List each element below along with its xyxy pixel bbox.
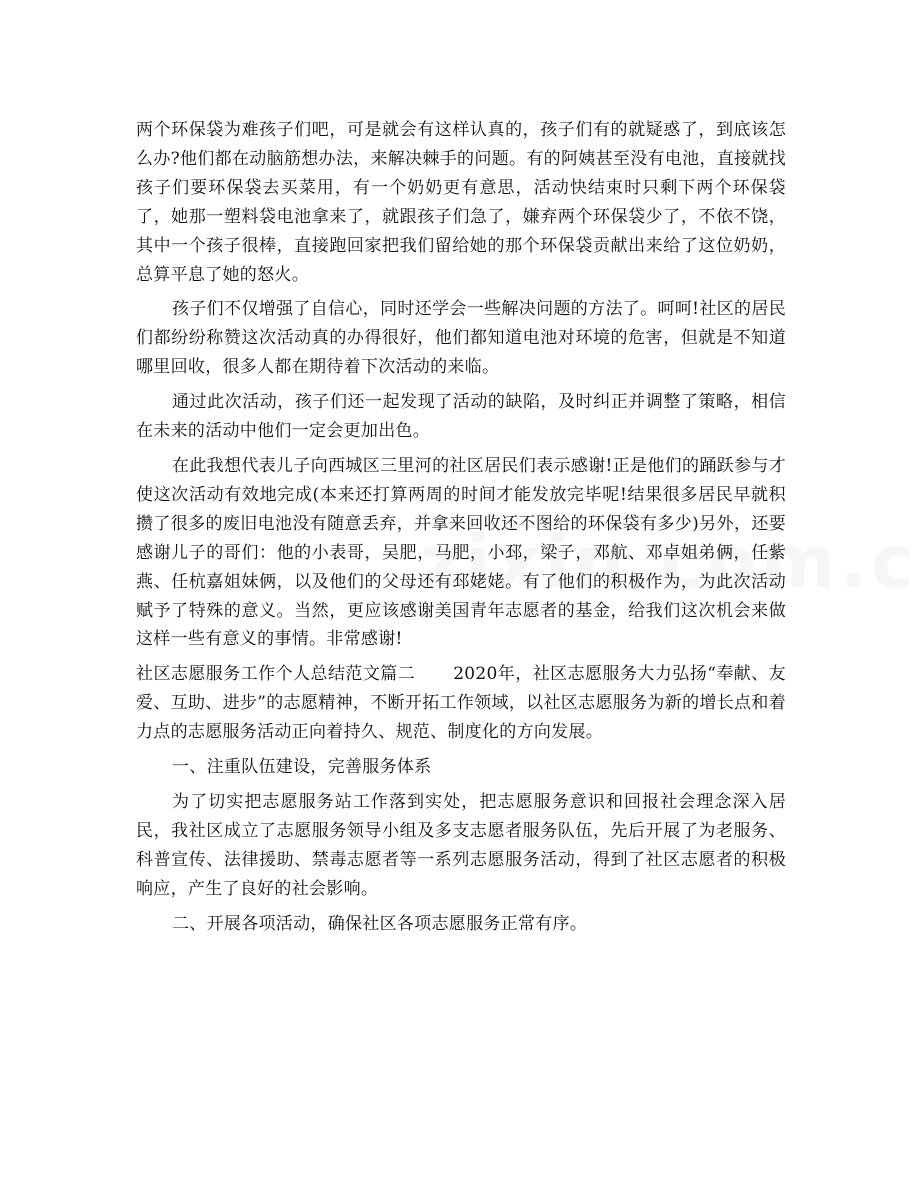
section-heading: 社区志愿服务工作个人总结范文篇二 (136, 664, 416, 685)
section-intro-text: 2020年，社区志愿服务大力弘扬“奉献、友爱、互助、进步”的志愿精神，不断开拓工作领域，以社区志愿服务为新的增长点和着力点的志愿服务活动正向着持久、规范、制度化的方向发展。 (136, 664, 786, 743)
paragraph-2: 孩子们不仅增强了自信心，同时还学会一些解决问题的方法了。呵呵!社区的居民们都纷纷称赞这次活动真的办得很好，他们都知道电池对环境的危害，但就是不知道哪里回收，很多人都在期待着下次活动的来临。 (136, 299, 786, 378)
paragraph-1: 两个环保袋为难孩子们吧，可是就会有这样认真的，孩子们有的就疑惑了，到底该怎么办?他们都在动脑筋想办法，来解决棘手的问题。有的阿姨甚至没有电池，直接就找孩子们要环保袋去买菜用，有一个奶奶更有意思，活动快结束时只剩下两个环保袋了，她那一塑料袋电池拿来了，就跟孩子们急了，嫌弃两个环保袋少了，不依不饶，其中一个孩子很棒，直接跑回家把我们留给她的那个环保袋贡献出来给了这位奶奶，总算平息了她的怒火。 (136, 120, 786, 285)
paragraph-6: 为了切实把志愿服务站工作落到实处，把志愿服务意识和回报社会理念深入居民，我社区成立了志愿服务领导小组及多支志愿者服务队伍，先后开展了为老服务、科普宣传、法律援助、禁毒志愿者等一系列志愿服务活动，得到了社区志愿者的积极响应，产生了良好的社会影响。 (136, 791, 786, 899)
subheading-1: 一、注重队伍建设，完善服务体系 (172, 757, 432, 778)
section-heading-paragraph (136, 660, 786, 747)
document-page (136, 116, 786, 944)
paragraph-3: 通过此次活动，孩子们还一起发现了活动的缺陷，及时纠正并调整了策略，相信在未来的活动中他们一定会更加出色。 (136, 392, 786, 442)
subheading-2: 二、开展各项活动，确保社区各项志愿服务正常有序。 (172, 913, 588, 934)
paragraph-4: 在此我想代表儿子向西城区三里河的社区居民们表示感谢!正是他们的踊跃参与才使这次活动有效地完成(本来还打算两周的时间才能发放完毕呢!结果很多居民早就积攒了很多的废旧电池没有随意丢弃，并拿来回收还不图给的环保袋有多少)另外，还要感谢儿子的哥们：他的小表哥，吴肥，马肥，小邳，梁子，邓航、邓卓姐弟俩，任紫燕、任杭嘉姐妹俩，以及他们的父母还有邳姥姥。有了他们的积极作为，为此次活动赋予了特殊的意义。当然，更应该感谢美国青年志愿者的基金，给我们这次机会来做这样一些有意义的事情。非常感谢! (136, 455, 786, 650)
